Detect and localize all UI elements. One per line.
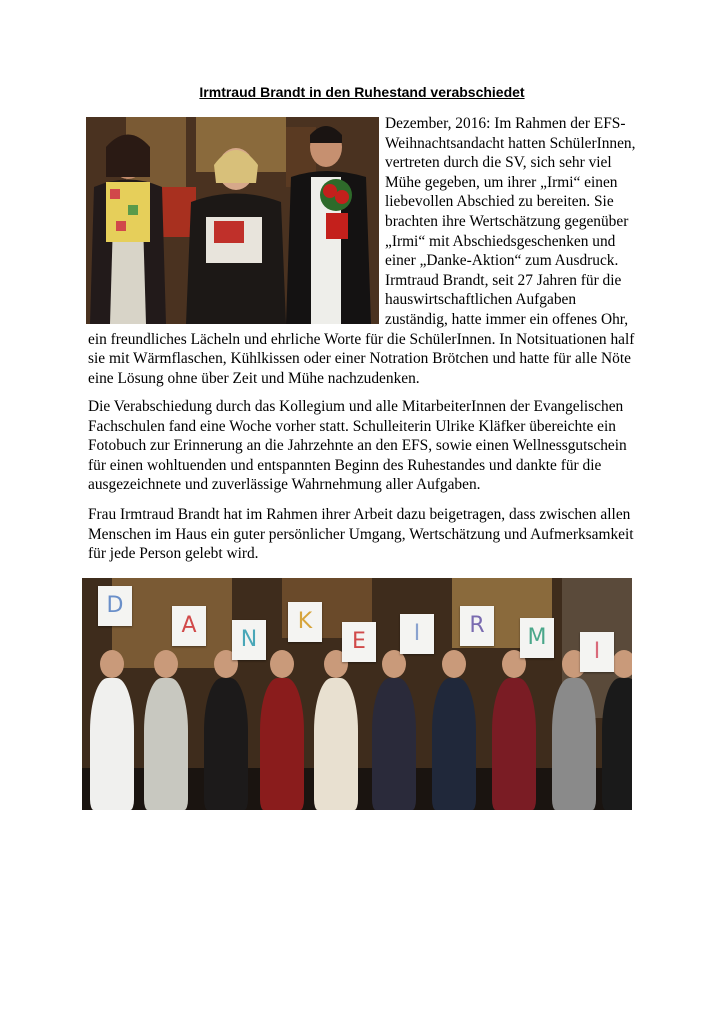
person-head — [100, 650, 124, 678]
letter-sign: N — [232, 620, 266, 660]
letter-sign: I — [400, 614, 434, 654]
person-figure — [90, 678, 134, 810]
paragraph-1-text: Dezember, 2016: Im Rahmen der EFS-Weihnachtsandacht hatten SchülerInnen, vertreten durch die SV, sich sehr viel Mühe gegeben, um ihrer „Irmi“ einen liebevollen Abschied zu bereiten. Sie brachten ihre Wertschätzung gegenüber „Irmi“ mit Abschiedsgeschenken und einer „Danke-Aktion“ zum Ausdruck. Irmtraud Brandt, seit 27 Jahren für die hauswirtschaftlichen Aufgaben zuständig, hatte immer ein offenes Ohr, ein freundliches Lächeln und ehrliche Worte für die SchülerInnen. In Notsituationen half sie mit Wärmflaschen, Kühlkissen oder einer Notration Brötchen und hatte für alle Nöte eine Lösung ohne über Zeit und Mühe nachzudenken. — [88, 115, 636, 387]
letter-sign: E — [342, 622, 376, 662]
paragraph-3: Frau Irmtraud Brandt hat im Rahmen ihrer Arbeit dazu beigetragen, dass zwischen allen Menschen im Haus ein guter persönlicher Umgang, Wertschätzung und Aufmerksamkeit für jede Person gelebt wird. — [88, 506, 634, 563]
letter-sign: R — [460, 606, 494, 646]
person-figure — [372, 678, 416, 810]
person-head — [442, 650, 466, 678]
farewell-gifts-illustration — [86, 117, 379, 324]
danke-irmi-group-photo — [82, 578, 632, 810]
letter-sign: I — [580, 632, 614, 672]
person-head — [382, 650, 406, 678]
paragraph-2: Die Verabschiedung durch das Kollegium und alle MitarbeiterInnen der Evangelischen Fachschulen fand eine Woche vorher statt. Schulleiterin Ulrike Kläfker übereichte ein Fotobuch zur Erinnerung an die Jahrzehnte an den EFS, sowie einen Wellnessgutschein für einen wohltuenden und entspannten Beginn des Ruhestandes und dankte für die ausgezeichnete und zuverlässige Wahrnehmung aller Aufgaben. — [88, 398, 627, 494]
person-figure — [260, 678, 304, 810]
farewell-gifts-photo — [86, 117, 379, 324]
person-head — [154, 650, 178, 678]
letter-sign: M — [520, 618, 554, 658]
letter-sign: D — [98, 586, 132, 626]
person-figure — [602, 678, 632, 810]
letter-sign: A — [172, 606, 206, 646]
letter-sign: K — [288, 602, 322, 642]
person-figure — [314, 678, 358, 810]
article-title: Irmtraud Brandt in den Ruhestand verabschiedet — [199, 84, 525, 100]
person-figure — [432, 678, 476, 810]
person-figure — [552, 678, 596, 810]
person-figure — [492, 678, 536, 810]
person-head — [612, 650, 632, 678]
person-head — [270, 650, 294, 678]
paragraph-1 — [88, 114, 640, 388]
person-figure — [204, 678, 248, 810]
person-figure — [144, 678, 188, 810]
